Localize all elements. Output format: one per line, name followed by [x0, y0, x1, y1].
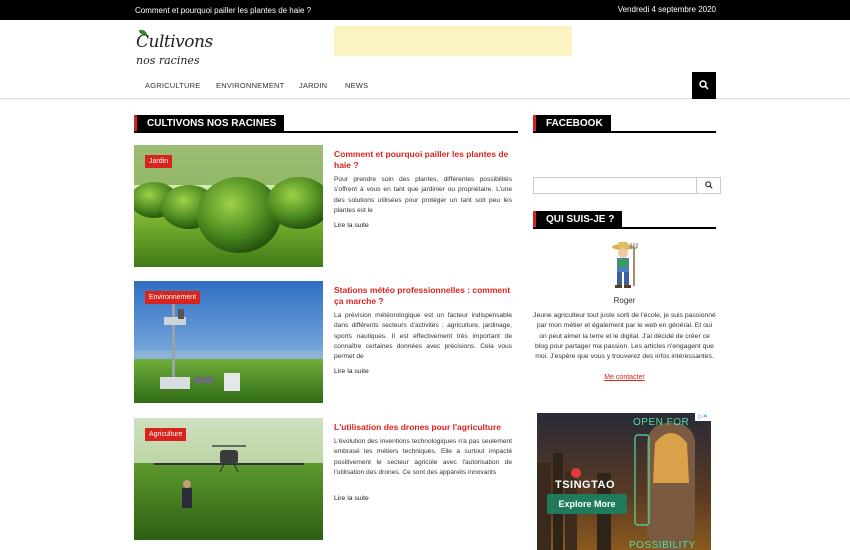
header-ad-banner[interactable]	[334, 26, 572, 56]
read-more-link[interactable]: Lire la suite	[334, 495, 369, 502]
sidebar-search-button[interactable]	[696, 178, 720, 193]
author-bio: Jeune agriculteur tout juste sorti de l'école, je suis passionné par mon métier et également par le web en général. Et oui on peut aimer la terre et le digital. J'ai décidé de créer ce blog pour partager ma passion. Les articles n'engagent que moi. J'espère que vous y trouverez des infos intéressantes.	[533, 312, 716, 361]
category-badge[interactable]: Environnement	[145, 291, 200, 304]
article-excerpt: L'évolution des inventions technologiques n'a pas seulement embrasé les métiers techniques. Elle a surtout impacté positivement le secteur agricole avec l'autorisation de l'utilisation des drones. Ce sont des appareils innovants	[334, 438, 512, 476]
current-date: Vendredi 4 septembre 2020	[617, 5, 716, 14]
category-badge[interactable]: Jardin	[145, 155, 172, 168]
article-title[interactable]: Comment et pourquoi pailler les plantes de haie ?	[334, 149, 509, 170]
article-card	[134, 418, 518, 540]
main-nav	[0, 72, 850, 99]
contact-link[interactable]: Me contacter	[604, 374, 645, 381]
section-header-main	[134, 115, 518, 133]
article-thumbnail[interactable]	[134, 418, 323, 540]
section-title: CULTIVONS NOS RACINES	[134, 115, 284, 131]
nav-search-button[interactable]	[692, 72, 716, 99]
section-header-facebook	[533, 115, 716, 133]
search-icon	[705, 181, 713, 189]
news-ticker-link[interactable]: Comment et pourquoi pailler les plantes de haie ?	[135, 6, 312, 15]
read-more-link[interactable]: Lire la suite	[334, 368, 369, 375]
adchoices-icon[interactable]: ▷✕	[695, 413, 711, 421]
facebook-widget-title: FACEBOOK	[533, 115, 611, 131]
ad-brand: TSINGTAO	[555, 479, 616, 491]
article-title[interactable]: Stations météo professionnelles : comment ça marche ?	[334, 285, 511, 306]
ad-headline: OPEN FOR	[633, 417, 690, 428]
site-logo[interactable]	[134, 30, 213, 70]
logo-text-line2: nos racines	[136, 54, 200, 67]
article-title[interactable]: L'utilisation des drones pour l'agriculture	[334, 422, 501, 432]
nav-item-agriculture[interactable]: AGRICULTURE	[145, 81, 201, 90]
article-thumbnail[interactable]	[134, 281, 323, 403]
ad-cta-button[interactable]: Explore More	[547, 494, 627, 514]
category-badge[interactable]: Agriculture	[145, 428, 186, 441]
author-name: Roger	[613, 296, 636, 305]
article-excerpt: La prévision météorologique est un facteur indispensable dans différents secteurs d'activités : agriculture, jardinage, sports nautiques. Il est effectivement très important de connaître certaines données avec précisions. Cela vous permet de	[334, 312, 512, 361]
logo-text-line1: Cultivons	[136, 32, 213, 52]
farmer-avatar	[609, 240, 639, 290]
read-more-link[interactable]: Lire la suite	[334, 222, 369, 229]
search-icon	[699, 80, 709, 90]
site-header	[0, 20, 850, 72]
nav-item-environnement[interactable]: ENVIRONNEMENT	[216, 81, 285, 90]
top-bar	[0, 0, 850, 20]
nav-item-news[interactable]: NEWS	[345, 81, 369, 90]
section-header-about	[533, 211, 716, 229]
nav-item-jardin[interactable]: JARDIN	[299, 81, 328, 90]
article-thumbnail[interactable]	[134, 145, 323, 267]
article-excerpt: Pour prendre soin des plantes, différentes possibilités s'offrent à vous en tant que jardinier ou propriétaire. L'une des solutions utilisées pour protéger un tant soit peu les plantes est le	[334, 176, 512, 214]
sidebar-ad[interactable]	[537, 413, 711, 550]
about-widget-title: QUI SUIS-JE ?	[533, 211, 622, 227]
article-card	[134, 145, 518, 267]
sidebar-search	[533, 177, 721, 194]
ad-tagline: POSSIBILITY	[629, 540, 696, 550]
article-card	[134, 281, 518, 403]
